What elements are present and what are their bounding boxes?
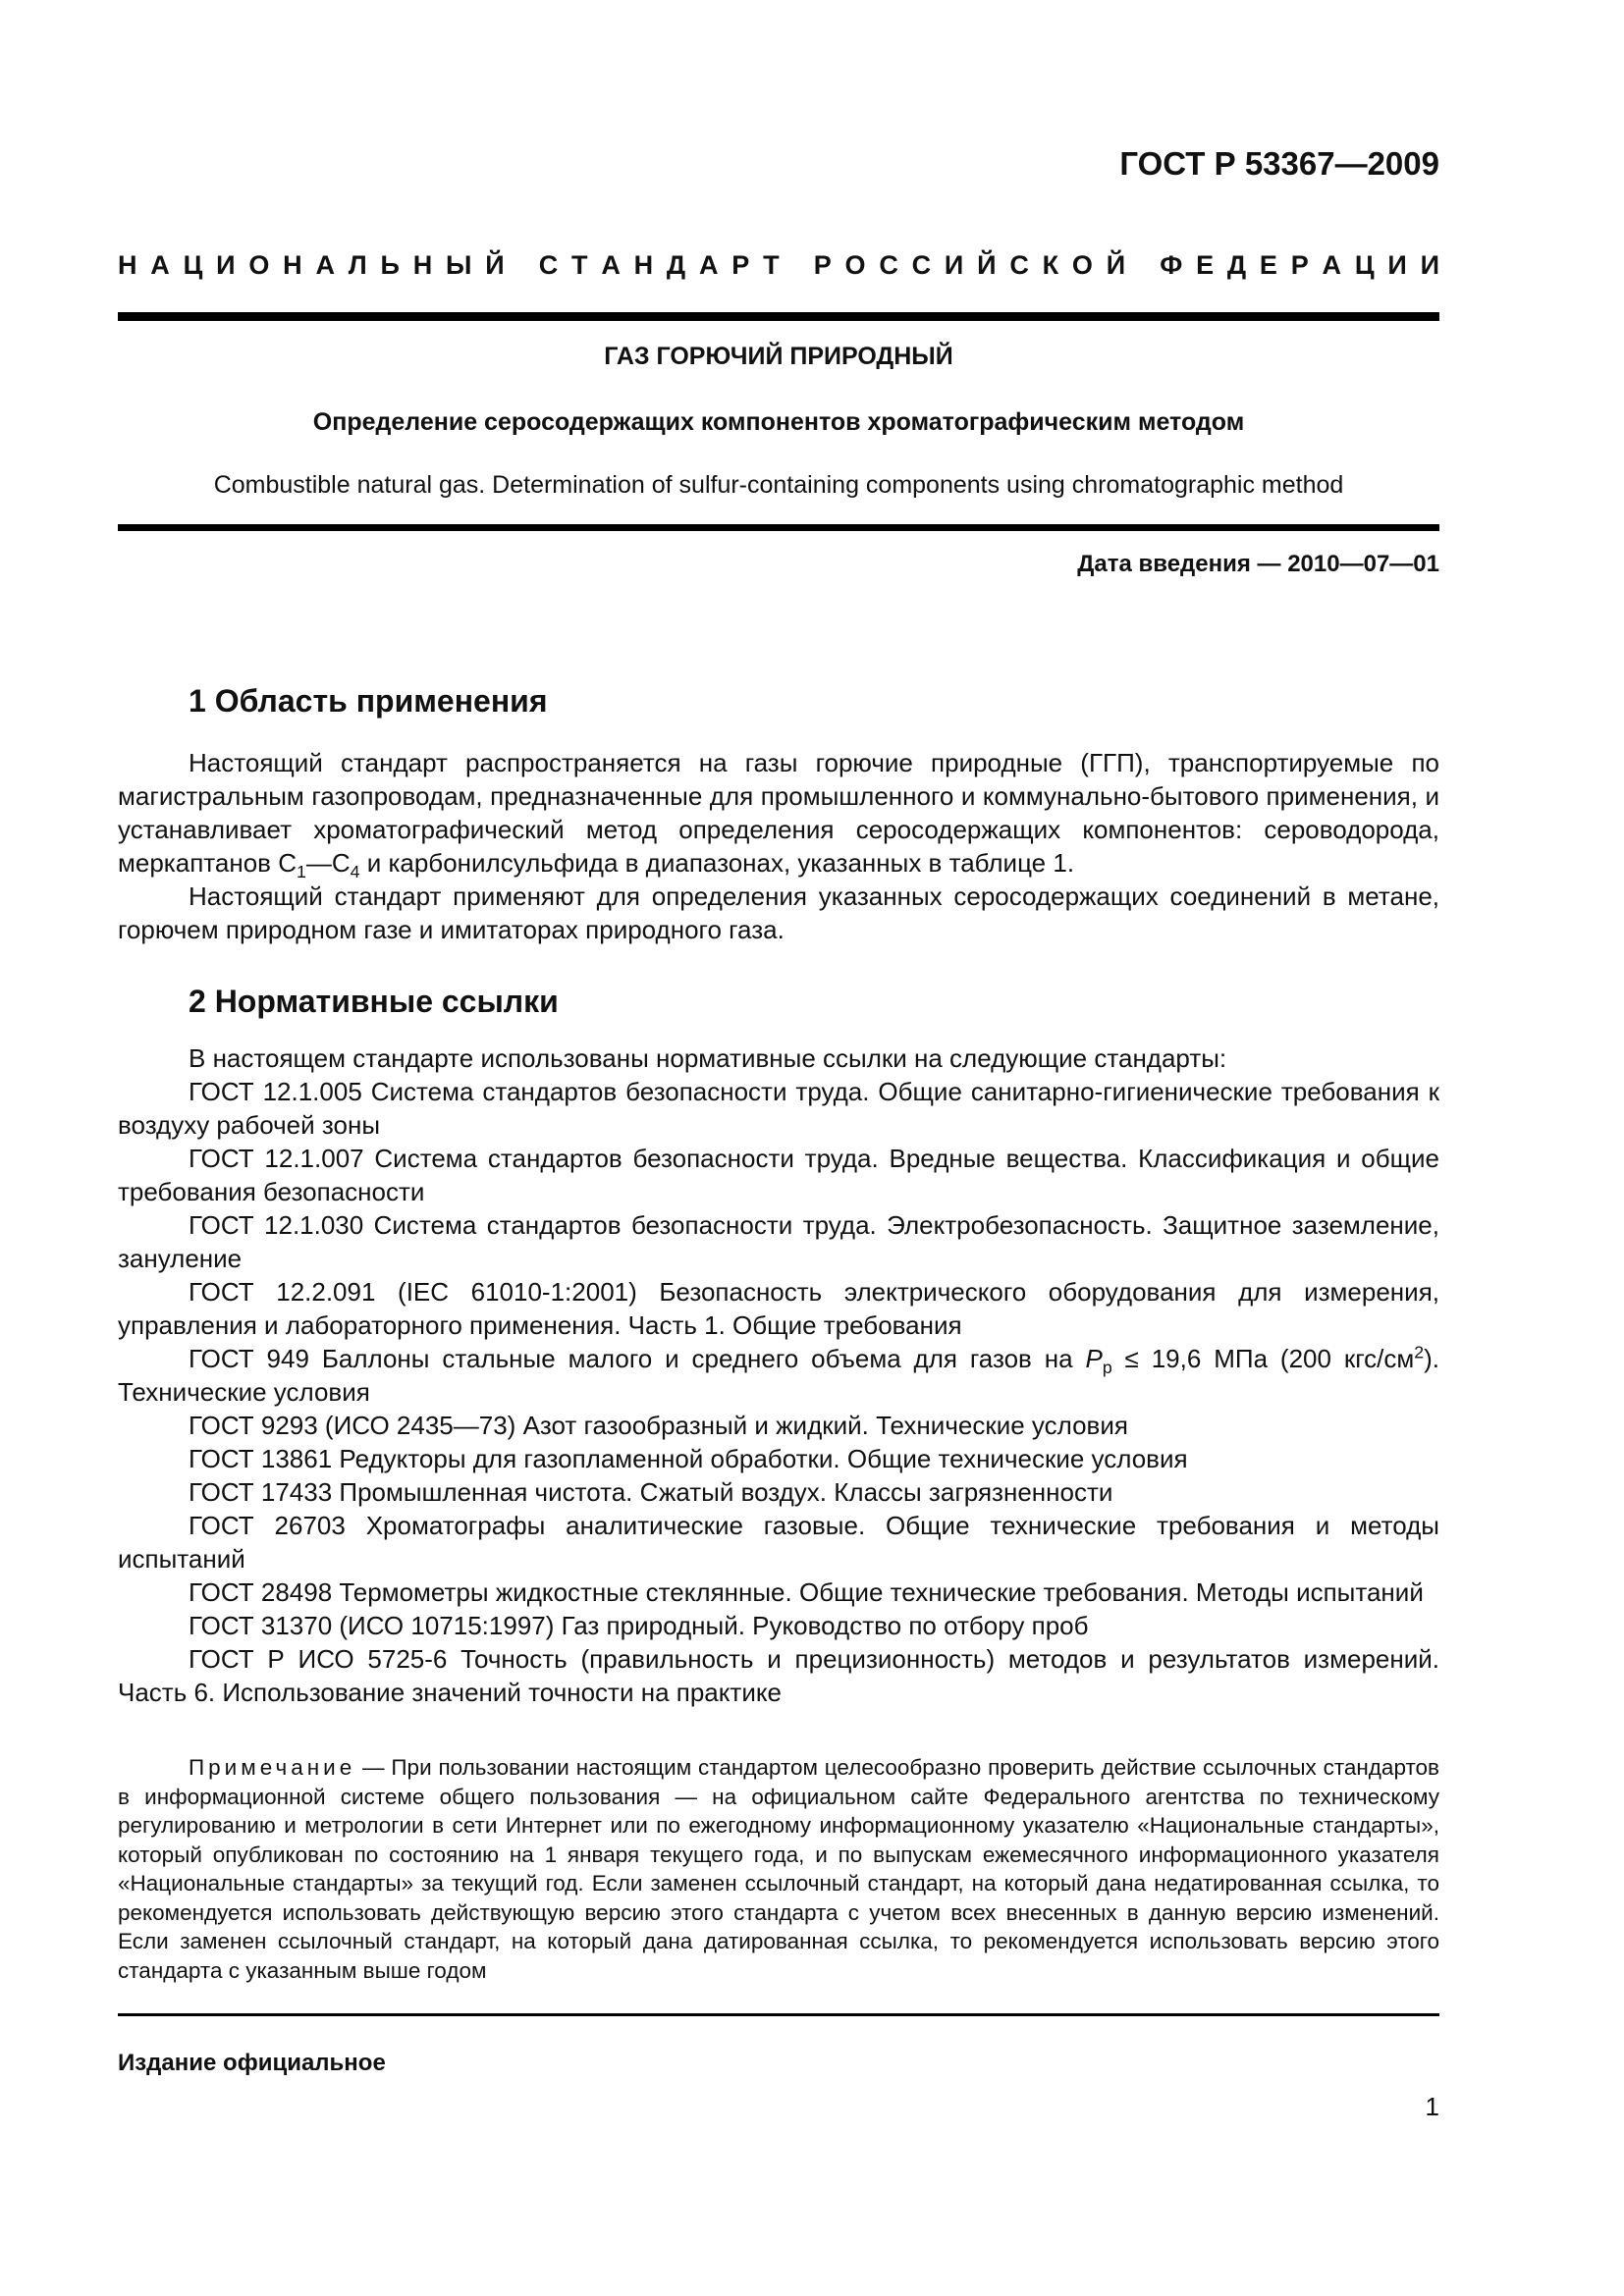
banner-letter: Е	[1259, 249, 1277, 280]
references-note	[118, 1753, 1439, 1985]
scope-paragraph-1: Настоящий стандарт распространяется на газы горючие природные (ГГП), транспортируемые по магистральным газопроводам, предназначенные для промышленного и коммунально-бытового применения, и устанавливает хроматографический метод определения серосодержащих компонентов: сероводорода, меркаптанов $C_1—C_4$ и карбонилсульфида в диапазонах, указанных в таблице 1.	[118, 748, 1439, 882]
banner-letter: Н	[283, 249, 302, 280]
section-1-heading: 1 Область применения	[189, 683, 548, 719]
banner-letter: Р	[813, 249, 832, 280]
introduction-date: Дата введения — 2010—07—01	[1077, 551, 1439, 577]
page-number: 1	[1425, 2092, 1439, 2121]
banner-letter: Й	[485, 249, 505, 280]
national-standard-banner	[118, 245, 1439, 285]
reference-item: ГОСТ 12.1.007 Система стандартов безопасности труда. Вредные вещества. Классификация и общие требования безопасности	[118, 1144, 1439, 1206]
banner-letter: К	[1042, 249, 1059, 280]
banner-letter: О	[1071, 249, 1093, 280]
banner-letter: А	[150, 249, 170, 280]
section-2-body	[118, 1041, 1439, 1709]
reference-item-gost-949: ГОСТ 949 Баллоны стальные малого и среднего объема для газов на $P_р \le 19,6$ МПа (200 кгс/$см^2$). Технические условия	[118, 1342, 1439, 1407]
banner-letter: С	[1009, 249, 1029, 280]
banner-letter: А	[315, 249, 335, 280]
section-1-body	[118, 746, 1439, 946]
banner-letter: И	[944, 249, 964, 280]
top-rule	[118, 312, 1439, 321]
reference-item: ГОСТ Р ИСО 5725-6 Точность (правильность и прецизионность) методов и результатов измерений. Часть 6. Использование значений точности на практике	[118, 1644, 1439, 1707]
banner-letter	[792, 250, 800, 281]
note-label: Примечание	[189, 1755, 356, 1780]
banner-letter	[517, 250, 525, 281]
reference-item: ГОСТ 12.1.030 Система стандартов безопасности труда. Электробезопасность. Защитное заземление, зануление	[118, 1210, 1439, 1273]
title-rule	[118, 524, 1439, 531]
reference-item: ГОСТ 17433 Промышленная чистота. Сжатый воздух. Классы загрязненности	[189, 1477, 1113, 1507]
reference-item: ГОСТ 31370 (ИСО 10715:1997) Газ природный. Руководство по отбору проб	[189, 1611, 1089, 1640]
banner-letter: Р	[731, 249, 750, 280]
reference-item: ГОСТ 9293 (ИСО 2435—73) Азот газообразный и жидкий. Технические условия	[189, 1411, 1128, 1440]
footer-rule	[118, 2013, 1439, 2016]
banner-letter: А	[601, 249, 621, 280]
references-list	[118, 1075, 1439, 1709]
official-edition-label: Издание официальное	[118, 2050, 386, 2076]
document-page	[118, 0, 1439, 2296]
reference-item: ГОСТ 12.2.091 (IEC 61010-1:2001) Безопасность электрического оборудования для измерения, управления и лабораторного применения. Часть 1. Общие требования	[118, 1277, 1439, 1340]
reference-item: ГОСТ 12.1.005 Система стандартов безопасности труда. Общие санитарно-гигиенические требования к воздуху рабочей зоны	[118, 1077, 1439, 1140]
banner-letter: Ф	[1160, 249, 1183, 280]
banner-letter: Н	[633, 249, 654, 280]
banner-letter: С	[538, 249, 559, 280]
banner-letter: Н	[412, 249, 433, 280]
banner-letter: Е	[1196, 249, 1215, 280]
reference-item: ГОСТ 13861 Редукторы для газопламенной обработки. Общие технические условия	[189, 1444, 1188, 1473]
document-title: ГАЗ ГОРЮЧИЙ ПРИРОДНЫЙ	[604, 343, 953, 370]
reference-item: ГОСТ 26703 Хроматографы аналитические газовые. Общие технические требования и методы испытаний	[118, 1511, 1439, 1574]
scope-paragraph-2: Настоящий стандарт применяют для определения указанных серосодержащих соединений в метане, горючем природном газе и имитаторах природного газа.	[118, 881, 1439, 944]
banner-letter: С	[879, 249, 898, 280]
banner-letter: Р	[1290, 249, 1309, 280]
banner-letter: Ц	[1354, 249, 1375, 280]
note-text: — При пользовании настоящим стандартом целесообразно проверить действие ссылочных стандартов в информационной системе общего пользования — на официальном сайте Федерального агентства по техническому регулированию и метрологии в сети Интернет или по ежегодному информационному указателю «Национальные стандарты», который опубликован по состоянию на 1 января текущего года, и по выпускам ежемесячного информационного указателя «Национальные стандарты» за текущий год. Если заменен ссылочный стандарт, на который дана недатированная ссылка, то рекомендуется использовать действующую версию этого стандарта с учетом всех внесенных в данную версию изменений. Если заменен ссылочный стандарт, на который дана датированная ссылка, то рекомендуется использовать версию этого стандарта с указанным выше годом	[118, 1755, 1439, 1983]
banner-letter: Н	[118, 249, 137, 280]
banner-letter: О	[844, 249, 866, 280]
reference-item: ГОСТ 28498 Термометры жидкостные стеклянные. Общие технические требования. Методы испытаний	[189, 1577, 1424, 1607]
banner-letter: Т	[571, 249, 588, 280]
english-title: Combustible natural gas. Determination of sulfur-containing components using chromatographic method	[213, 471, 1344, 499]
banner-letter: Ы	[445, 249, 472, 280]
banner-letter: А	[1322, 249, 1342, 280]
banner-letter: Ь	[380, 249, 400, 280]
banner-letter: Ц	[183, 249, 203, 280]
banner-letter	[1139, 250, 1147, 281]
banner-letter: А	[698, 249, 719, 280]
banner-letter: О	[248, 249, 270, 280]
banner-letter: С	[911, 249, 932, 280]
document-number: ГОСТ Р 53367—2009	[1119, 145, 1439, 182]
section-2-heading: 2 Нормативные ссылки	[189, 984, 559, 1019]
banner-letter: Л	[348, 249, 367, 280]
banner-letter: И	[1387, 249, 1407, 280]
banner-letter: Й	[977, 249, 997, 280]
references-intro: В настоящем стандарте использованы нормативные ссылки на следующие стандарты:	[189, 1043, 1227, 1073]
banner-letter: И	[1420, 249, 1439, 280]
document-subtitle: Определение серосодержащих компонентов хроматографическим методом	[312, 408, 1245, 436]
banner-letter: И	[216, 249, 236, 280]
banner-letter: Т	[763, 249, 780, 280]
banner-letter: Д	[1226, 249, 1247, 280]
banner-letter: Й	[1106, 249, 1126, 280]
banner-letter: Д	[666, 249, 686, 280]
